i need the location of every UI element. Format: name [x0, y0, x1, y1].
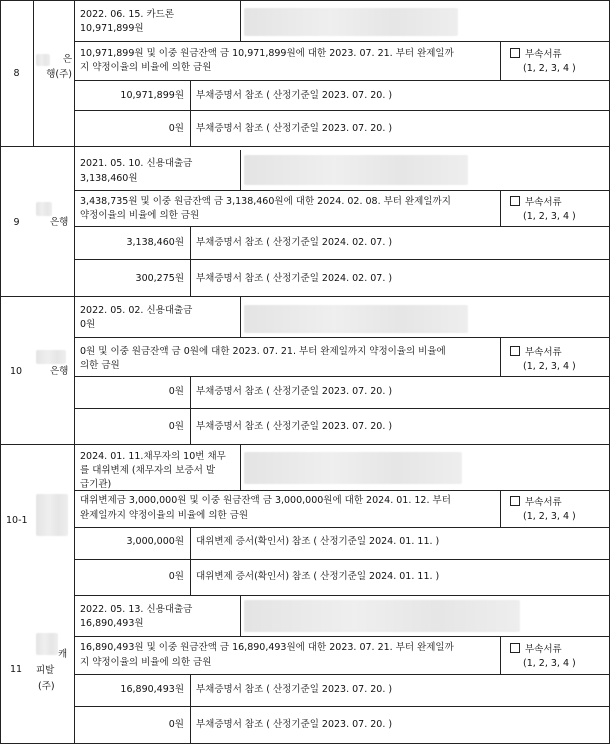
amount-reference: 부채증명서 참조 ( 산정기준일 2023. 07. 20. ): [196, 123, 393, 134]
row-number: 8: [13, 68, 20, 79]
cause-amount: 3,138,460원: [80, 173, 138, 184]
column-divider: [240, 297, 241, 337]
attachment-label: 부속서류: [510, 496, 562, 509]
creditor-name: (주): [38, 681, 55, 692]
redacted-creditor-name: [36, 633, 58, 655]
claim-description: 의한 금원: [80, 360, 120, 371]
row-divider: [74, 559, 610, 560]
principal-amount: 10,971,899원: [120, 90, 184, 101]
redacted-address: [244, 8, 458, 36]
amount-reference: 부채증명서 참조 ( 산정기준일 2023. 07. 20. ): [196, 90, 393, 101]
column-divider: [500, 636, 501, 674]
cause-amount: 10,971,899원: [80, 23, 144, 34]
creditor-name: 은행: [50, 217, 69, 228]
cause-title: 2021. 05. 10. 신용대출금: [80, 158, 193, 169]
row-divider: [74, 636, 610, 637]
redacted-address: [244, 305, 468, 333]
claim-description: 완제일까지 약정이율의 비율에 의한 금원: [80, 510, 249, 521]
attachment-label: 부속서류: [510, 643, 562, 656]
cause-title: 급기관): [80, 479, 112, 490]
claim-description: 대위변제금 3,000,000원 및 이중 원금잔액 금 3,000,000원에 대한 2024. 01. 12. 부터: [80, 495, 451, 506]
row-divider: [0, 444, 610, 445]
row-divider: [74, 674, 610, 675]
interest-amount: 0원: [168, 571, 184, 582]
interest-amount: 0원: [168, 421, 184, 432]
attachment-label: 부속서류: [510, 48, 562, 61]
column-divider: [500, 337, 501, 376]
amount-reference: 부채증명서 참조 ( 산정기준일 2024. 02. 07. ): [196, 237, 393, 248]
principal-amount: 16,890,493원: [120, 684, 184, 695]
creditor-name: 은 행(주): [46, 54, 72, 80]
attachment-checkbox[interactable]: [510, 196, 520, 206]
amount-reference: 부채증명서 참조 ( 산정기준일 2023. 07. 20. ): [196, 421, 393, 432]
row-divider: [74, 376, 610, 377]
column-divider: [240, 596, 241, 636]
row-number: 10: [10, 366, 23, 377]
creditor-name: 은행: [50, 366, 69, 377]
row-divider: [74, 337, 610, 338]
column-divider: [190, 80, 191, 146]
row-divider: [74, 408, 610, 409]
attachment-numbers: (1, 2, 3, 4 ): [523, 63, 576, 74]
row-divider: [74, 527, 610, 528]
claim-description: 16,890,493원 및 이중 원금잔액 금 16,890,493원에 대한 2023. 07. 21. 부터 완제일까: [80, 642, 454, 653]
redacted-address: [244, 600, 520, 632]
row-divider: [74, 226, 610, 227]
attachment-label: 부속서류: [510, 346, 562, 359]
row-divider: [74, 190, 610, 191]
column-divider: [240, 150, 241, 190]
creditor-name: 캐: [58, 649, 68, 660]
row-number: 9: [13, 217, 20, 228]
claim-description: 약정이율의 비율에 의한 금원: [80, 210, 200, 221]
claim-description: 지 약정이율의 비율에 의한 금원: [80, 657, 212, 668]
principal-amount: 3,138,460원: [126, 237, 184, 248]
attachment-numbers: (1, 2, 3, 4 ): [523, 211, 576, 222]
redacted-address: [244, 452, 462, 484]
redacted-creditor-name: [36, 350, 66, 364]
attachment-checkbox[interactable]: [510, 643, 520, 653]
column-divider: [500, 490, 501, 527]
row-divider: [74, 595, 610, 596]
attachment-checkbox[interactable]: [510, 48, 520, 58]
amount-reference: 부채증명서 참조 ( 산정기준일 2023. 07. 20. ): [196, 719, 393, 730]
redacted-address: [244, 155, 468, 185]
row-number: 11: [10, 664, 23, 675]
column-divider: [240, 445, 241, 490]
column-divider: [500, 41, 501, 80]
row-divider: [74, 490, 610, 491]
cause-title: 를 대위변제 (채무자의 보증서 발: [80, 465, 216, 476]
claim-description: 3,438,735원 및 이중 원금잔액 금 3,138,460원에 대한 2024. 02. 08. 부터 완제일까지: [80, 196, 451, 207]
column-divider: [190, 674, 191, 744]
principal-amount: 0원: [168, 386, 184, 397]
column-divider: [74, 0, 75, 744]
amount-reference: 부채증명서 참조 ( 산정기준일 2023. 07. 20. ): [196, 386, 393, 397]
amount-reference: 부채증명서 참조 ( 산정기준일 2024. 02. 07. ): [196, 273, 393, 284]
amount-reference: 부채증명서 참조 ( 산정기준일 2023. 07. 20. ): [196, 684, 393, 695]
column-divider: [190, 376, 191, 444]
row-divider: [0, 296, 610, 297]
attachment-checkbox[interactable]: [510, 346, 520, 356]
interest-amount: 0원: [168, 123, 184, 134]
row-divider: [0, 146, 610, 147]
redacted-creditor-name: [36, 494, 68, 536]
attachment-numbers: (1, 2, 3, 4 ): [523, 511, 576, 522]
interest-amount: 300,275원: [135, 273, 184, 284]
claim-description: 0원 및 이중 원금잔액 금 0원에 대한 2023. 07. 21. 부터 완제일까지 약정이율의 비율에: [80, 346, 446, 357]
claim-description: 10,971,899원 및 이중 원금잔액 금 10,971,899원에 대한 2023. 07. 21. 부터 완제일까: [80, 48, 454, 59]
column-divider: [190, 226, 191, 296]
cause-title: 2022. 05. 13. 신용대출금: [80, 604, 193, 615]
column-divider: [240, 0, 241, 41]
row-divider: [74, 41, 610, 42]
column-divider: [33, 0, 34, 146]
attachment-checkbox[interactable]: [510, 496, 520, 506]
claim-description: 지 약정이율의 비율에 의한 금원: [80, 62, 212, 73]
cause-amount: 0원: [80, 319, 96, 330]
row-number: 10-1: [6, 515, 28, 526]
creditor-name: 피탈: [36, 665, 55, 676]
attachment-label: 부속서류: [510, 196, 562, 209]
row-divider: [74, 259, 610, 260]
interest-amount: 0원: [168, 719, 184, 730]
redacted-creditor-name: [36, 202, 52, 216]
row-divider: [74, 110, 610, 111]
row-divider: [74, 706, 610, 707]
principal-amount: 3,000,000원: [126, 536, 184, 547]
amount-reference: 대위변제 증서(확인서) 참조 ( 산정기준일 2024. 01. 11. ): [196, 536, 440, 547]
cause-amount: 16,890,493원: [80, 618, 144, 629]
cause-title: 2022. 05. 02. 신용대출금: [80, 305, 193, 316]
attachment-numbers: (1, 2, 3, 4 ): [523, 658, 576, 669]
table-border-left: [0, 0, 1, 744]
row-divider: [74, 80, 610, 81]
table-border-top: [0, 0, 610, 1]
amount-reference: 대위변제 증서(확인서) 참조 ( 산정기준일 2024. 01. 11. ): [196, 571, 440, 582]
cause-title: 2024. 01. 11.채무자의 10번 채무: [80, 451, 226, 462]
attachment-numbers: (1, 2, 3, 4 ): [523, 361, 576, 372]
column-divider: [190, 527, 191, 595]
cause-title: 2022. 06. 15. 카드론: [80, 9, 175, 20]
column-divider: [500, 190, 501, 226]
